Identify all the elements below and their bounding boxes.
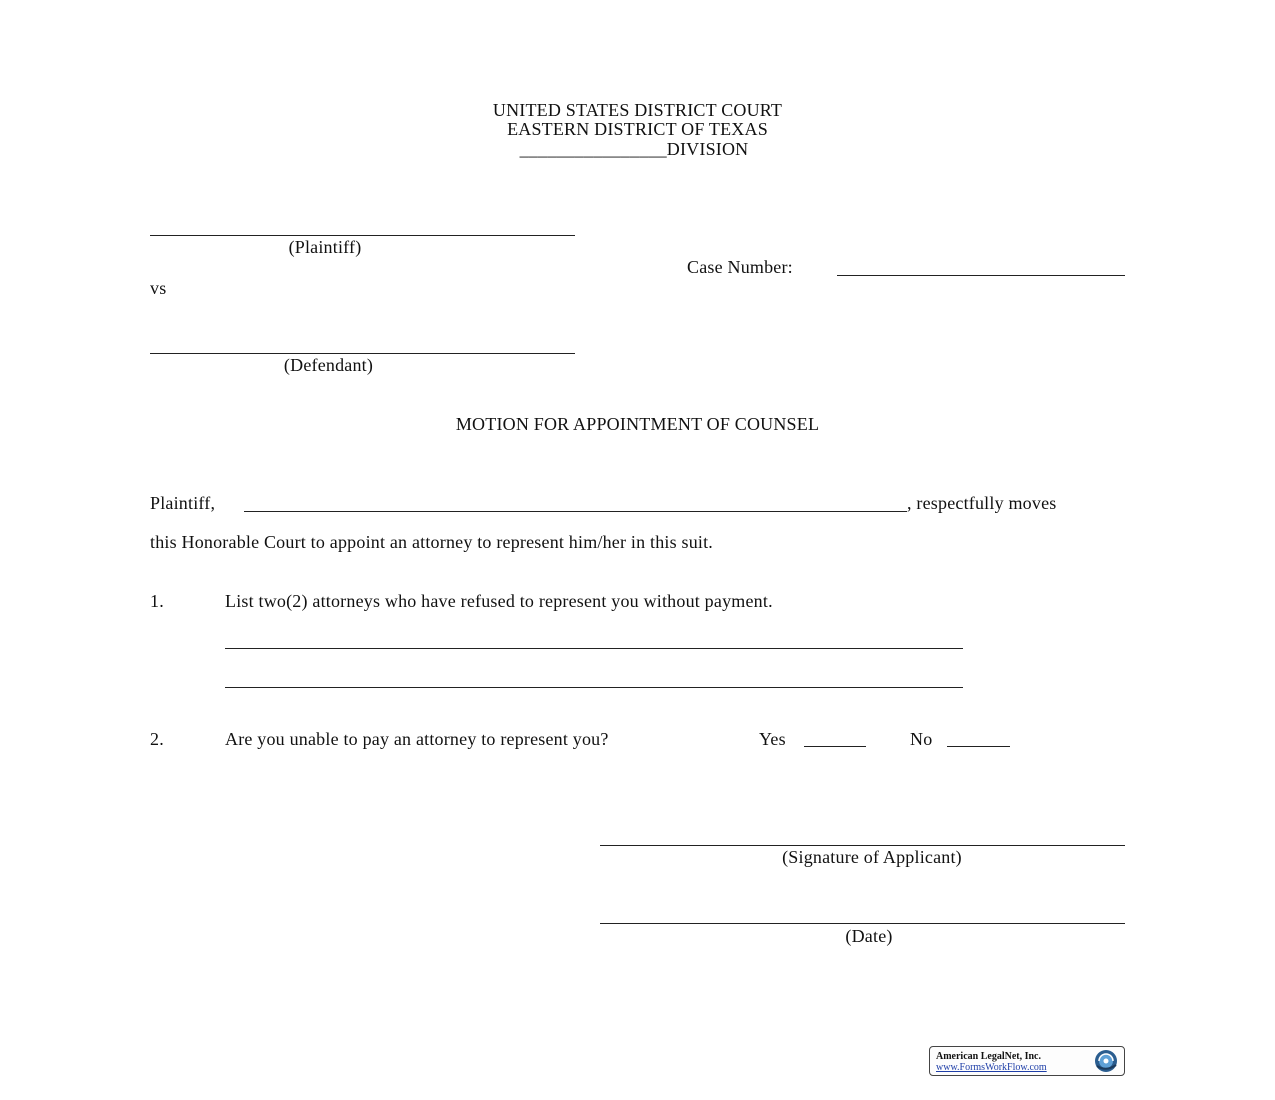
item-1-number: 1.: [150, 591, 164, 611]
case-number-line[interactable]: [837, 275, 1125, 276]
no-label: No: [910, 729, 933, 749]
motion-title: MOTION FOR APPOINTMENT OF COUNSEL: [455, 414, 820, 434]
yes-label: Yes: [759, 729, 786, 749]
no-blank[interactable]: [947, 746, 1010, 747]
website-link[interactable]: www.FormsWorkFlow.com: [936, 1062, 1047, 1073]
plaintiff-prefix: Plaintiff,: [150, 493, 216, 513]
globe-logo-icon: [1089, 1048, 1121, 1074]
court-name: UNITED STATES DISTRICT COURT: [492, 100, 783, 120]
body-line-2: this Honorable Court to appoint an attorney to represent him/her in this suit.: [150, 532, 714, 552]
division-line: ________________DIVISION: [519, 139, 749, 159]
signature-line[interactable]: [600, 845, 1125, 846]
plaintiff-suffix: , respectfully moves: [907, 493, 1057, 513]
date-line[interactable]: [600, 923, 1125, 924]
signature-label: (Signature of Applicant): [782, 847, 962, 867]
plaintiff-name-blank[interactable]: [244, 511, 907, 512]
plaintiff-name-line[interactable]: [150, 235, 575, 236]
yes-blank[interactable]: [804, 746, 866, 747]
vs-text: vs: [150, 278, 167, 298]
attorney-2-line[interactable]: [225, 687, 963, 688]
date-label: (Date): [845, 926, 893, 946]
defendant-name-line[interactable]: [150, 353, 575, 354]
plaintiff-label: (Plaintiff): [288, 237, 362, 257]
defendant-label: (Defendant): [283, 355, 374, 375]
item-2-number: 2.: [150, 729, 164, 749]
district-name: EASTERN DISTRICT OF TEXAS: [507, 119, 768, 139]
attorney-1-line[interactable]: [225, 648, 963, 649]
footer-badge: [929, 1046, 1125, 1076]
item-2-text: Are you unable to pay an attorney to represent you?: [225, 729, 609, 749]
item-1-text: List two(2) attorneys who have refused to represent you without payment.: [225, 591, 773, 611]
case-number-label: Case Number:: [687, 257, 793, 277]
company-name: American LegalNet, Inc.: [936, 1051, 1041, 1062]
